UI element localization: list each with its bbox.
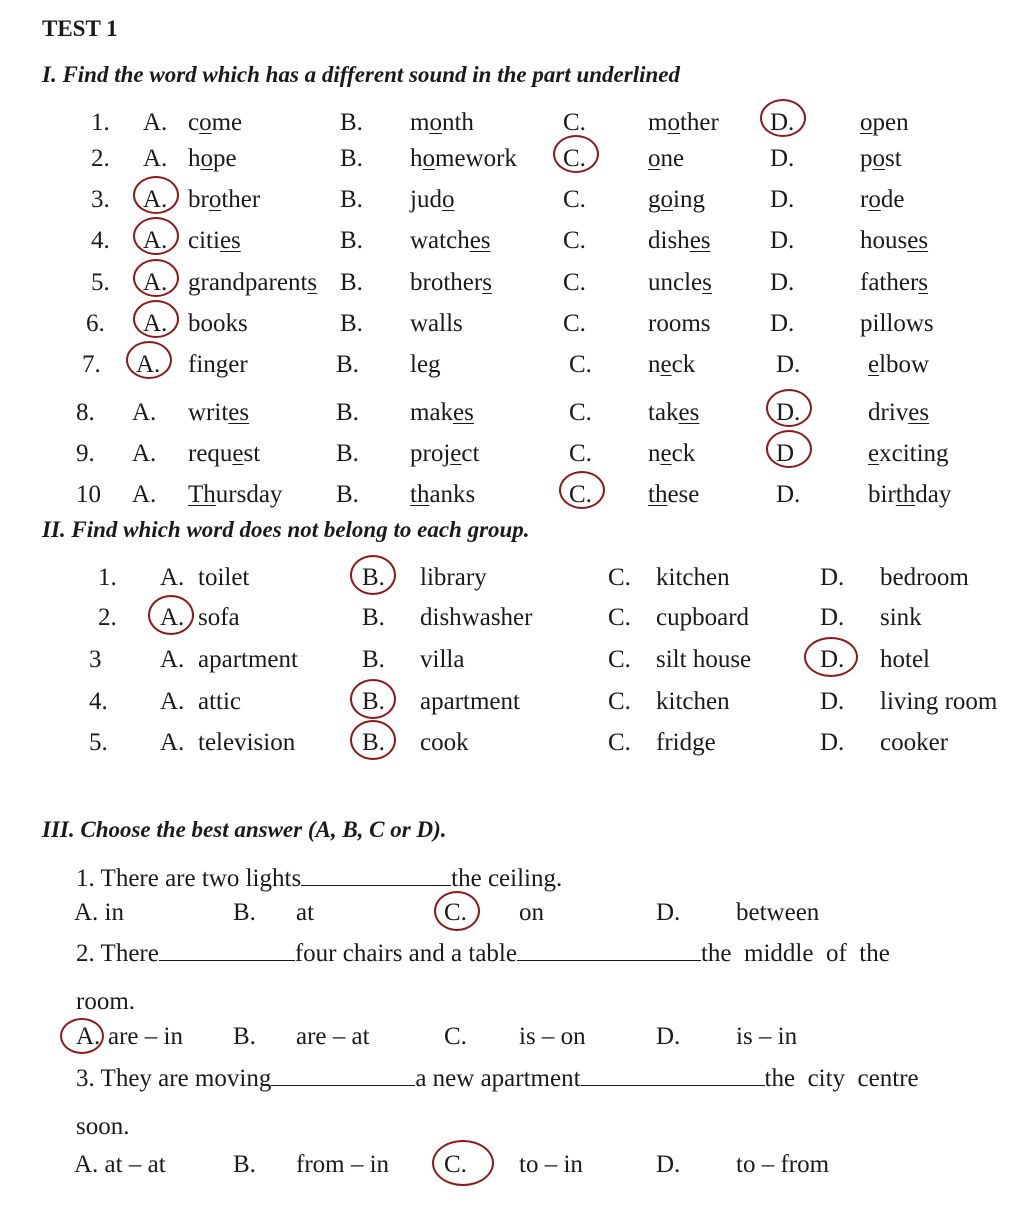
word-part: father	[860, 269, 919, 296]
word-part: ct	[461, 440, 480, 467]
s3-q2-stem-cont: room.	[76, 988, 136, 1015]
option-c-letter: C.	[569, 399, 592, 426]
option-b-letter: B.	[362, 729, 385, 756]
option-b-letter: B.	[340, 310, 363, 337]
underlined-part: o	[667, 109, 680, 136]
option-d-word: cooker	[880, 729, 949, 756]
s3-q2-stem-after: the middle of the	[700, 940, 890, 967]
word-part: ese	[667, 481, 700, 508]
option-c-letter: C.	[569, 351, 592, 378]
word-part: ther	[679, 109, 719, 136]
option-d-word	[868, 441, 949, 466]
answer-circle	[133, 259, 179, 297]
option-d-letter: D.	[770, 310, 795, 337]
answer-circle	[766, 389, 812, 427]
word-part: h	[188, 145, 201, 172]
word-part: g	[648, 186, 661, 213]
option-d-letter: D.	[820, 604, 845, 631]
s3-q3-stem-before: 3. They are moving	[76, 1065, 272, 1092]
question-number: 4.	[91, 227, 110, 254]
option-d-word	[868, 352, 929, 377]
word-part: ther	[221, 186, 261, 213]
underlined-part: es	[907, 227, 929, 254]
option-a-letter: A.	[160, 564, 185, 591]
word-part: ck	[671, 351, 696, 378]
word-part: m	[410, 109, 430, 136]
option-a-word	[188, 146, 237, 171]
option-a-word: attic	[198, 688, 242, 715]
s3-q1-opt-d-letter: D.	[656, 899, 681, 926]
option-d-letter: D.	[776, 399, 801, 426]
option-d-letter: D.	[820, 688, 845, 715]
option-d-letter: D.	[820, 564, 845, 591]
underlined-part: o	[208, 186, 222, 213]
option-c-letter: C.	[563, 186, 586, 213]
option-a-letter: A.	[143, 109, 168, 136]
option-a-letter: A.	[160, 688, 185, 715]
option-d-word	[868, 482, 951, 507]
word-part: n	[648, 440, 661, 467]
option-a-word: television	[198, 729, 296, 756]
option-b-word	[410, 352, 441, 377]
answer-circle	[133, 300, 179, 338]
option-d-word	[860, 110, 909, 135]
s3-q2-opt-d-letter: D.	[656, 1023, 681, 1050]
option-b-letter: B.	[340, 145, 363, 172]
word-part: h	[410, 145, 423, 172]
option-d-word: bedroom	[880, 564, 969, 591]
word-part: driv	[868, 399, 909, 426]
option-b-word	[410, 228, 491, 253]
word-part: ne	[660, 145, 685, 172]
s3-q1-stem-before: 1. There are two lights	[76, 865, 302, 892]
option-c-word: silt house	[656, 646, 752, 673]
question-number: 4.	[89, 688, 108, 715]
underlined-part: th	[410, 481, 430, 508]
question-number: 3	[89, 646, 102, 673]
option-a-letter: A.	[143, 269, 168, 296]
option-d-word	[860, 228, 928, 253]
answer-circle	[553, 135, 599, 173]
option-a-word	[188, 311, 248, 336]
option-c-word: kitchen	[656, 688, 730, 715]
test-title: TEST 1	[42, 16, 118, 41]
option-d-letter: D.	[770, 109, 795, 136]
word-part: de	[880, 186, 905, 213]
underlined-part: o	[429, 109, 442, 136]
option-c-word	[648, 311, 711, 336]
option-d-letter: D.	[776, 481, 801, 508]
underlined-part: es	[219, 227, 241, 254]
option-c-word	[648, 228, 711, 253]
answer-blank	[581, 1065, 765, 1086]
option-c-letter: C.	[608, 646, 631, 673]
option-d-word	[868, 400, 929, 425]
word-part: st	[885, 145, 902, 172]
option-a-word	[188, 228, 241, 253]
option-b-word	[410, 311, 463, 336]
s3-q1-answer-circle	[434, 891, 480, 931]
option-a-letter: A.	[132, 399, 157, 426]
word-part: br	[188, 186, 209, 213]
question-number: 5.	[91, 269, 110, 296]
underlined-part: Th	[188, 481, 216, 508]
option-c-letter: C.	[608, 604, 631, 631]
option-c-word	[648, 187, 705, 212]
option-b-letter: B.	[336, 481, 359, 508]
underlined-part: g	[428, 351, 441, 378]
question-number: 5.	[89, 729, 108, 756]
s3-q2-opt-b-text: are – at	[296, 1023, 370, 1050]
s3-q1-opt-c-text: on	[519, 899, 544, 926]
question-number: 2.	[98, 604, 117, 631]
option-c-letter: C.	[569, 481, 592, 508]
s3-q2-opt-c-text: is – on	[519, 1023, 586, 1050]
option-b-letter: B.	[362, 688, 385, 715]
underlined-part: s	[482, 269, 492, 296]
word-part: ing	[673, 186, 705, 213]
option-c-letter: C.	[563, 310, 586, 337]
option-b-letter: B.	[336, 399, 359, 426]
underlined-part: e	[868, 351, 880, 378]
option-a-letter: A.	[132, 440, 157, 467]
word-part: m	[648, 109, 668, 136]
word-part: lbow	[879, 351, 930, 378]
option-d-word: hotel	[880, 646, 930, 673]
word-part: uncle	[648, 269, 703, 296]
word-part: er	[228, 351, 248, 378]
word-part: st	[243, 440, 261, 467]
s3-q2-opt-a-text: are – in	[108, 1023, 183, 1050]
question-number: 2.	[91, 145, 110, 172]
option-c-word	[648, 400, 699, 425]
answer-circle	[766, 430, 812, 468]
underlined-part: o	[860, 109, 873, 136]
answer-circle	[350, 555, 396, 595]
underlined-part: o	[868, 186, 881, 213]
word-part: r	[860, 186, 869, 213]
s3-q2-opt-a-letter: A.	[76, 1023, 101, 1050]
option-b-word	[410, 187, 454, 212]
s3-q2-opt-c-letter: C.	[444, 1023, 467, 1050]
option-c-letter: C.	[563, 145, 586, 172]
option-d-letter: D.	[770, 227, 795, 254]
word-part: day	[915, 481, 952, 508]
underlined-part: es	[469, 227, 491, 254]
word-part: ck	[671, 440, 696, 467]
option-c-word: kitchen	[656, 564, 730, 591]
s3-q3-opt-c-text: to – in	[519, 1151, 583, 1178]
s3-q3-opt-d-letter: D.	[656, 1151, 681, 1178]
s3-q2-stem	[76, 940, 890, 966]
underlined-part: o	[441, 186, 455, 213]
s3-q1-stem-after: the ceiling.	[451, 865, 563, 892]
word-part: rooms	[648, 310, 711, 337]
option-a-letter: A.	[160, 646, 185, 673]
option-c-word	[648, 352, 695, 377]
word-part: bir	[868, 481, 896, 508]
word-part: pe	[213, 145, 237, 172]
option-b-word	[410, 441, 479, 466]
option-c-letter: C.	[563, 269, 586, 296]
s3-q3-stem-mid: a new apartment	[415, 1065, 581, 1092]
option-a-word	[188, 270, 317, 295]
word-part: walls	[410, 310, 463, 337]
option-d-letter: D.	[770, 186, 795, 213]
option-d-word	[860, 270, 928, 295]
question-number: 10	[76, 481, 101, 508]
option-a-word	[188, 110, 242, 135]
s3-q1-stem	[76, 865, 562, 891]
underlined-part: es	[678, 399, 700, 426]
s3-q3-stem	[76, 1065, 919, 1091]
answer-circle	[133, 176, 179, 214]
word-part: xciting	[879, 440, 949, 467]
option-c-word	[648, 270, 712, 295]
section2-heading: II. Find which word does not belong to each group.	[42, 517, 530, 542]
option-b-word: apartment	[420, 688, 520, 715]
s3-q3-stem-after: the city centre	[764, 1065, 919, 1092]
option-d-word	[860, 146, 902, 171]
answer-circle	[804, 637, 858, 677]
answer-blank	[159, 940, 295, 961]
s3-q3-opt-a: A. at – at	[74, 1151, 166, 1178]
option-d-word	[860, 311, 934, 336]
question-number: 1.	[91, 109, 110, 136]
option-a-letter: A.	[143, 227, 168, 254]
underlined-part: es	[908, 399, 930, 426]
option-b-letter: B.	[336, 440, 359, 467]
s3-q1-opt-b-letter: B.	[233, 899, 256, 926]
underlined-part: s	[918, 269, 929, 296]
word-part: c	[188, 109, 200, 136]
option-a-letter: A.	[132, 481, 157, 508]
option-c-letter: C.	[608, 729, 631, 756]
option-d-word	[860, 187, 904, 212]
option-c-word	[648, 146, 684, 171]
option-a-word	[188, 482, 282, 507]
option-b-word	[410, 270, 492, 295]
option-b-word	[410, 110, 474, 135]
option-c-word: cupboard	[656, 604, 750, 631]
option-d-word: living room	[880, 688, 998, 715]
word-part: brother	[410, 269, 483, 296]
underlined-part: o	[200, 145, 213, 172]
underlined-part: g	[215, 351, 229, 378]
option-a-word	[188, 352, 248, 377]
question-number: 3.	[91, 186, 110, 213]
option-d-letter: D.	[776, 351, 801, 378]
option-a-letter: A.	[143, 186, 168, 213]
option-b-word: dishwasher	[420, 604, 533, 631]
option-b-letter: B.	[362, 646, 385, 673]
word-part: citi	[188, 227, 220, 254]
option-b-letter: B.	[340, 109, 363, 136]
underlined-part: o	[648, 145, 661, 172]
option-d-letter: D.	[820, 729, 845, 756]
option-c-word	[648, 482, 699, 507]
option-a-word	[188, 441, 260, 466]
s3-q3-opt-c-letter: C.	[444, 1151, 467, 1178]
option-b-word: library	[420, 564, 487, 591]
option-a-word	[188, 400, 249, 425]
option-a-letter: A.	[160, 604, 185, 631]
answer-circle	[760, 99, 806, 137]
option-b-letter: B.	[340, 269, 363, 296]
question-number: 1.	[98, 564, 117, 591]
word-part: hous	[860, 227, 908, 254]
answer-circle	[126, 341, 172, 379]
answer-circle	[350, 679, 396, 719]
word-part: le	[410, 351, 429, 378]
question-number: 8.	[76, 399, 95, 426]
answer-circle	[559, 471, 605, 509]
underlined-part: es	[228, 399, 250, 426]
option-b-letter: B.	[362, 604, 385, 631]
word-part: grandparent	[188, 269, 308, 296]
underlined-part: e	[232, 440, 244, 467]
option-d-letter: D.	[820, 646, 845, 673]
option-a-word: sofa	[198, 604, 240, 631]
answer-blank	[517, 940, 701, 961]
word-part: fin	[188, 351, 216, 378]
section3-heading: III. Choose the best answer (A, B, C or D).	[42, 817, 447, 842]
s3-q1-opt-a: A. in	[74, 899, 124, 926]
underlined-part: o	[872, 145, 885, 172]
word-part: proj	[410, 440, 451, 467]
option-d-word: sink	[880, 604, 922, 631]
option-d-letter: D.	[770, 269, 795, 296]
word-part: dish	[648, 227, 690, 254]
s3-q1-opt-b-text: at	[296, 899, 315, 926]
word-part: pen	[872, 109, 909, 136]
option-b-word	[410, 400, 474, 425]
underlined-part: o	[199, 109, 212, 136]
word-part: mak	[410, 399, 454, 426]
option-b-word	[410, 482, 475, 507]
option-a-letter: A.	[136, 351, 161, 378]
option-b-letter: B.	[362, 564, 385, 591]
word-part: books	[188, 310, 248, 337]
option-a-letter: A.	[143, 145, 168, 172]
underlined-part: th	[895, 481, 916, 508]
option-c-letter: C.	[563, 227, 586, 254]
word-part: me	[211, 109, 243, 136]
s3-q2-opt-d-text: is – in	[736, 1023, 798, 1050]
s3-q3-answer-circle	[432, 1140, 494, 1186]
s3-q1-opt-d-text: between	[736, 899, 820, 926]
question-number: 6.	[86, 310, 105, 337]
underlined-part: o	[422, 145, 435, 172]
underlined-part: e	[868, 440, 880, 467]
s3-q2-answer-circle	[60, 1018, 104, 1054]
word-part: p	[860, 145, 873, 172]
option-c-letter: C.	[569, 440, 592, 467]
s3-q3-opt-b-text: from – in	[296, 1151, 390, 1178]
underlined-part: th	[648, 481, 668, 508]
s3-q3-opt-d-text: to – from	[736, 1151, 830, 1178]
option-d-letter: D.	[770, 145, 795, 172]
option-b-letter: B.	[340, 227, 363, 254]
word-part: ursday	[215, 481, 283, 508]
option-a-word: toilet	[198, 564, 250, 591]
question-number: 9.	[76, 440, 95, 467]
underlined-part: s	[702, 269, 712, 296]
option-b-word: cook	[420, 729, 469, 756]
underlined-part: s	[307, 269, 318, 296]
s3-q2-stem-mid: four chairs and a table	[294, 940, 517, 967]
option-b-letter: B.	[340, 186, 363, 213]
option-a-word: apartment	[198, 646, 298, 673]
option-c-word	[648, 110, 719, 135]
question-number: 7.	[82, 351, 101, 378]
answer-circle	[133, 217, 179, 255]
word-part: requ	[188, 440, 233, 467]
option-a-letter: A.	[143, 310, 168, 337]
option-b-letter: B.	[336, 351, 359, 378]
answer-blank	[271, 1065, 415, 1086]
word-part: mework	[435, 145, 517, 172]
answer-circle	[350, 720, 396, 760]
word-part: n	[648, 351, 661, 378]
answer-blank	[301, 865, 451, 886]
word-part: pillows	[860, 310, 934, 337]
option-a-word	[188, 187, 260, 212]
word-part: anks	[429, 481, 476, 508]
option-b-word: villa	[420, 646, 465, 673]
word-part: nth	[441, 109, 474, 136]
underlined-part: e	[660, 351, 672, 378]
option-b-word	[410, 146, 517, 171]
section1-heading: I. Find the word which has a different sound in the part underlined	[42, 62, 680, 87]
word-part: jud	[410, 186, 442, 213]
s3-q3-stem-cont: soon.	[76, 1113, 130, 1140]
underlined-part: e	[450, 440, 462, 467]
answer-circle	[148, 595, 194, 635]
word-part: tak	[648, 399, 679, 426]
s3-q3-opt-b-letter: B.	[233, 1151, 256, 1178]
word-part: writ	[188, 399, 229, 426]
s3-q1-opt-c-letter: C.	[444, 899, 467, 926]
option-d-letter: D	[776, 440, 795, 467]
option-c-letter: C.	[608, 564, 631, 591]
word-part: watch	[410, 227, 470, 254]
option-a-letter: A.	[160, 729, 185, 756]
option-c-word	[648, 441, 695, 466]
option-c-word: fridge	[656, 729, 716, 756]
underlined-part: e	[660, 440, 672, 467]
s3-q2-stem-before: 2. There	[76, 940, 159, 967]
underlined-part: o	[660, 186, 673, 213]
option-c-letter: C.	[608, 688, 631, 715]
option-c-letter: C.	[563, 109, 586, 136]
underlined-part: es	[453, 399, 474, 426]
s3-q2-opt-b-letter: B.	[233, 1023, 256, 1050]
underlined-part: es	[689, 227, 711, 254]
